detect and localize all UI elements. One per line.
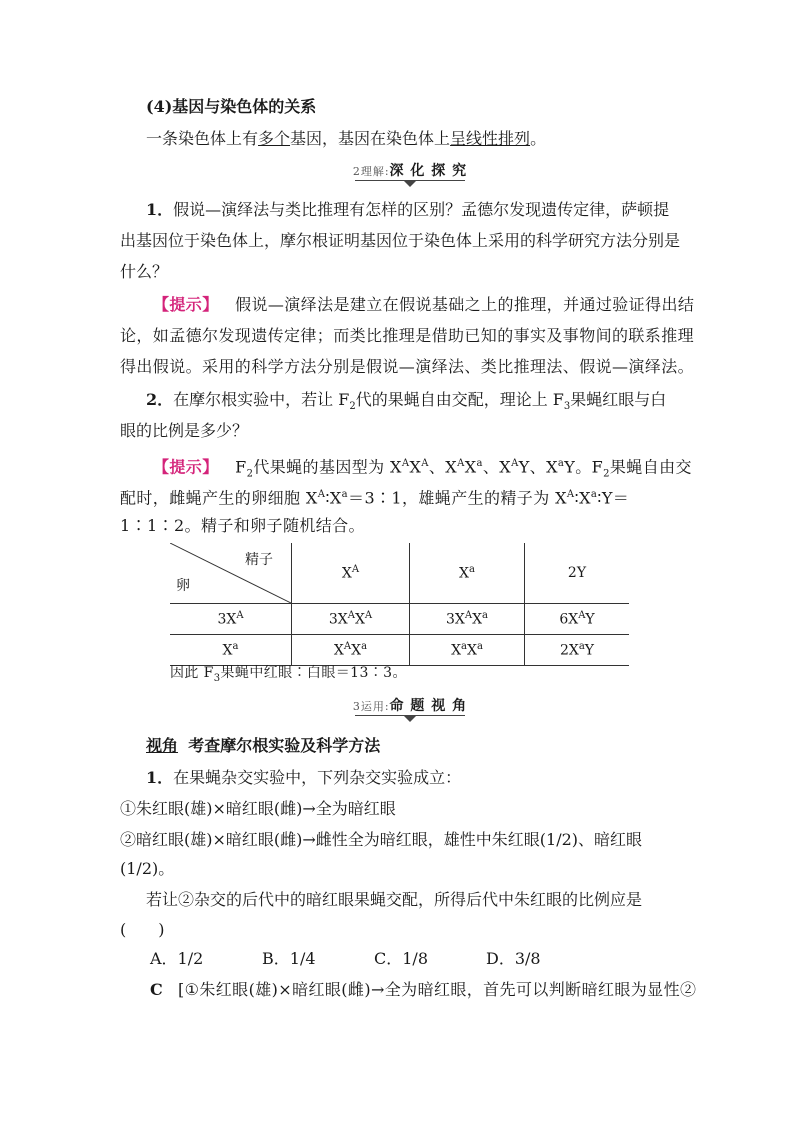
body-text: 一条染色体上有 <box>146 129 259 148</box>
question-1-line1 <box>146 199 669 221</box>
option-a: A．1/2 <box>150 949 204 968</box>
question-number: 2． <box>146 390 174 409</box>
section-banner-apply <box>345 695 475 721</box>
table-corner-cell <box>170 543 292 604</box>
banner-title: 深 化 探 究 <box>389 163 468 179</box>
table-cell: $3X^AX^a$ <box>410 604 525 635</box>
hint-2-line3: 1∶1∶2。精子和卵子随机结合。 <box>120 516 365 535</box>
answer-text: [①朱红眼(雄)×暗红眼(雌)→全为暗红眼，首先可以判断暗红眼为显性② <box>178 980 697 999</box>
col-header: $X^a$ <box>410 543 525 604</box>
table-cell: $3X^AX^A$ <box>292 604 410 635</box>
body-text: 。 <box>530 129 547 148</box>
question-2-line1 <box>146 389 666 418</box>
cross-1: ①朱红眼(雄)×暗红眼(雌)→全为暗红眼 <box>120 799 396 818</box>
body-text: 基因，基因在染色体上 <box>290 129 451 148</box>
question-1-line2: 出基因位于染色体上，摩尔根证明基因位于染色体上采用的科学研究方法分别是 <box>120 231 681 250</box>
question-number: 1． <box>146 768 174 787</box>
hint-1-line1 <box>153 294 694 316</box>
corner-sperm-label: 精子 <box>245 552 273 568</box>
hint-1-line2: 论，如孟德尔发现遗传定律；而类比推理是借助已知的事实及事物间的联系推理 <box>120 326 695 345</box>
section-heading: (4)基因与染色体的关系 <box>146 97 317 116</box>
view-label: 视角 <box>146 736 179 755</box>
subscript: 3 <box>563 401 571 413</box>
answer-letter: C <box>150 980 163 999</box>
col-header: $X^A$ <box>292 543 410 604</box>
corner-egg-label: 卵 <box>176 578 190 594</box>
question-text: 在摩尔根实验中，若让 F <box>173 390 350 409</box>
option-c: C．1/8 <box>374 949 428 968</box>
section-body <box>146 128 546 150</box>
hint-label: 【提示】 <box>153 457 219 477</box>
answer-blank: ( ) <box>120 920 165 939</box>
view-text: 考查摩尔根实验及科学方法 <box>188 736 381 755</box>
row-header: $3X^A$ <box>170 604 292 635</box>
problem-1-intro <box>146 767 461 789</box>
question-number: 1． <box>146 200 174 219</box>
question-text: 假说—演绎法与类比推理有怎样的区别？孟德尔发现遗传定律，萨顿提 <box>173 200 670 219</box>
triangle-down-icon <box>404 181 416 187</box>
problem-1-question: 若让②杂交的后代中的暗红眼果蝇交配，所得后代中朱红眼的比例应是 <box>146 890 643 909</box>
cross-2-line1: ②暗红眼(雄)×暗红眼(雌)→雌性全为暗红眼，雄性中朱红眼(1/2)、暗红眼 <box>120 830 643 849</box>
answer-explanation <box>150 979 696 1001</box>
table-conclusion: 因此 $F_3$果蝇中红眼∶白眼＝13∶3。 <box>170 665 407 684</box>
banner-title: 命 题 视 角 <box>389 698 468 714</box>
section-banner-understand <box>345 160 475 186</box>
question-text: 代的果蝇自由交配，理论上 F <box>355 390 564 409</box>
option-b: B．1/4 <box>262 949 316 968</box>
subscript: 2 <box>349 401 356 413</box>
view-heading <box>146 735 380 757</box>
triangle-down-icon <box>404 716 416 722</box>
hint-2-line1: 【提示】 $F_2$代果蝇的基因型为 $X^AX^A$、$X^AX^a$、$X^AY$、$X^aY$。$F_2$果蝇自由交 <box>153 457 692 480</box>
cross-2-line2: (1/2)。 <box>120 859 175 878</box>
table-cell: $2X^aY$ <box>525 635 630 666</box>
hint-2-line2: 配时，雌蝇产生的卵细胞 $X^A∶X^a=3∶1$，雄蝇产生的精子为 $X^A∶X^a∶Y=$ <box>120 488 630 508</box>
question-text: 果蝇红眼与白 <box>570 390 667 409</box>
row-header: $X^a$ <box>170 635 292 666</box>
banner-number: 2理解: <box>352 165 390 178</box>
underlined-term: 多个 <box>258 129 291 148</box>
question-text: 在果蝇杂交实验中，下列杂交实验成立： <box>173 768 462 787</box>
punnett-square-table <box>170 543 629 666</box>
table-cell: $X^aX^a$ <box>410 635 525 666</box>
banner-number: 3运用: <box>352 700 390 713</box>
col-header: 2Y <box>525 543 630 604</box>
hint-1-line3: 得出假说。采用的科学方法分别是假说—演绎法、类比推理法、假说—演绎法。 <box>120 357 695 376</box>
table-cell: $6X^AY$ <box>525 604 630 635</box>
option-d: D．3/8 <box>486 949 541 968</box>
underlined-term: 呈线性排列 <box>450 129 531 148</box>
hint-text: 假说—演绎法是建立在假说基础之上的推理，并通过验证得出结 <box>235 295 695 314</box>
table-cell: $X^AX^a$ <box>292 635 410 666</box>
question-2-line2: 眼的比例是多少？ <box>120 421 249 440</box>
question-1-line3: 什么？ <box>120 262 169 281</box>
hint-label: 【提示】 <box>153 295 219 314</box>
